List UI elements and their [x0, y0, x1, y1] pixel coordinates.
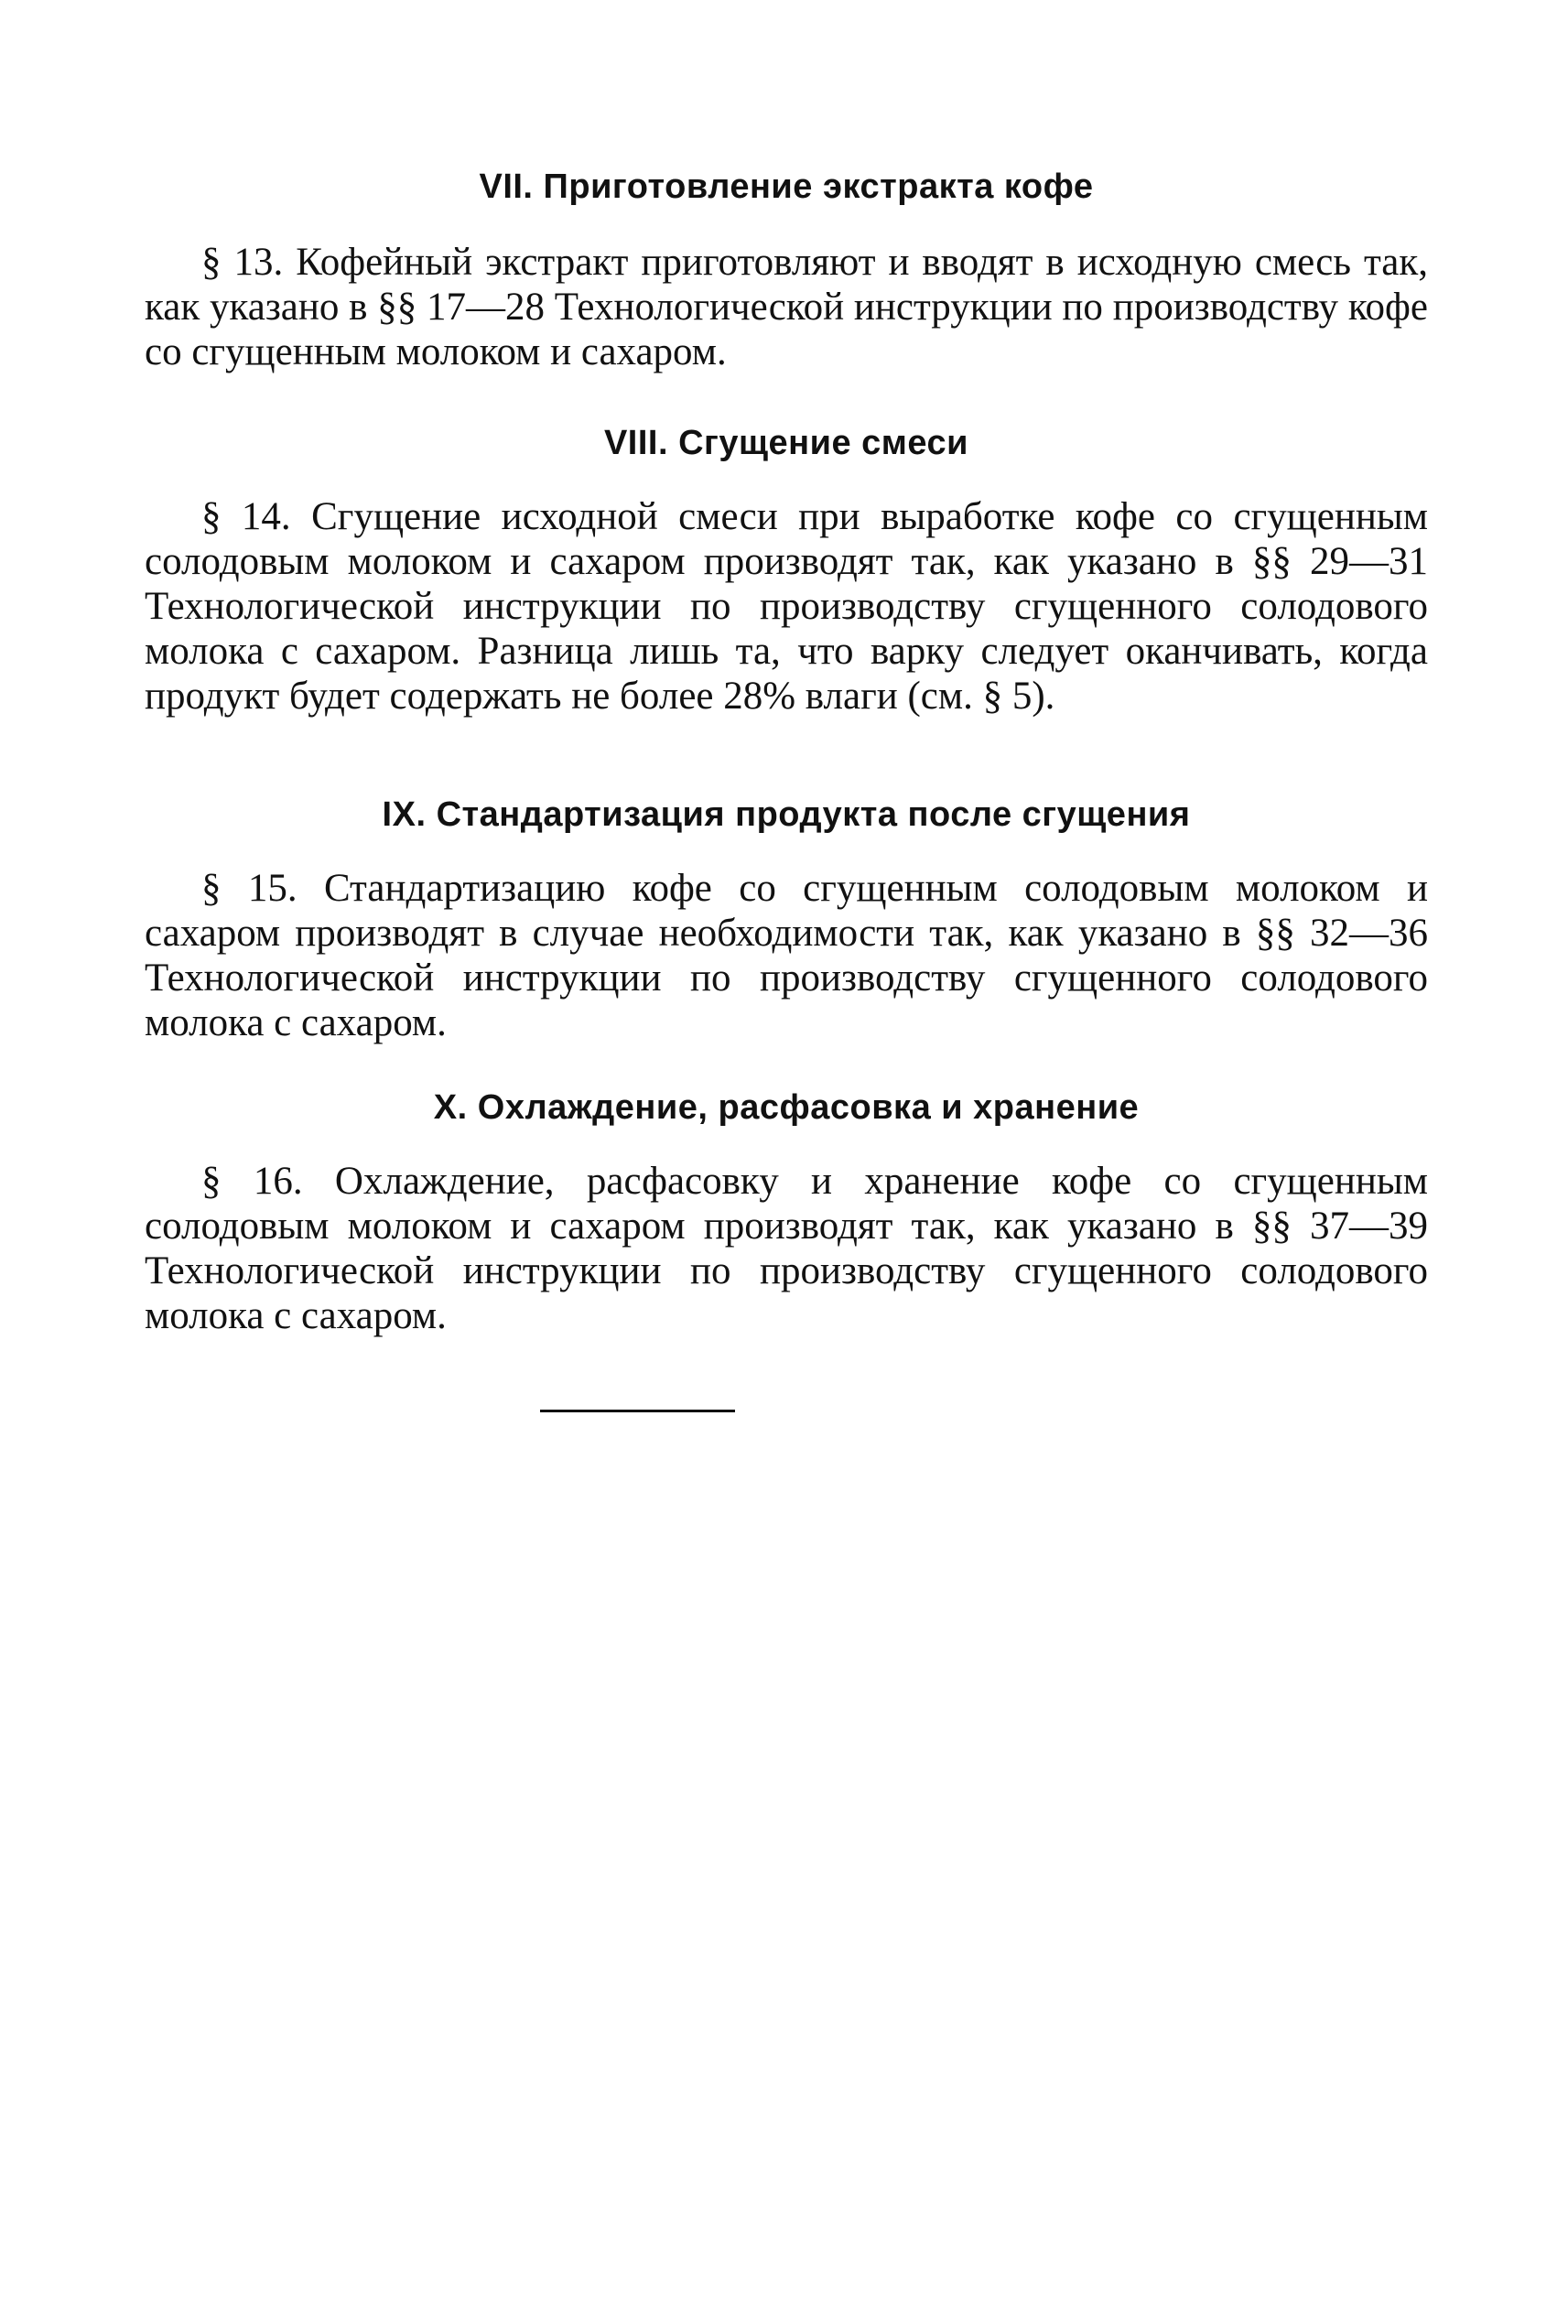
paragraph-15: § 15. Стандартизацию кофе со сгущенным солодовым молоком и сахаром производят в случае необходимости так, как указано в §§ 32—36 Технологической инструкции по производству сгущенного солодового молока с сахаром. [145, 867, 1428, 1044]
section-heading-viii: VIII. Сгущение смеси [603, 424, 969, 462]
section-heading-vii: VII. Приготовление экстракта кофе [479, 168, 1094, 206]
paragraph-16: § 16. Охлаждение, расфасовку и хранение кофе со сгущенным солодовым молоком и сахаром производят так, как указано в §§ 37—39 Технологической инструкции по производству сгущенного солодового молока с сахаром. [145, 1160, 1428, 1337]
section-heading-ix: IX. Стандартизация продукта после сгущения [382, 795, 1191, 834]
paragraph-14: § 14. Сгущение исходной смеси при выработке кофе со сгущенным солодовым молоком и сахаром производят так, как указано в §§ 29—31 Технологической инструкции по производству сгущенного солодового молока с сахаром. Разница лишь та, что варку следует оканчивать, когда продукт будет содержать не более 28% влаги (см. § 5). [145, 495, 1428, 718]
end-divider [540, 1410, 735, 1412]
paragraph-13: § 13. Кофейный экстракт приготовляют и вводят в исходную смесь так, как указано в §§ 17—28 Технологической инструкции по производству кофе со сгущенным молоком и сахаром. [145, 241, 1428, 373]
section-heading-x: X. Охлаждение, расфасовка и хранение [433, 1088, 1140, 1127]
